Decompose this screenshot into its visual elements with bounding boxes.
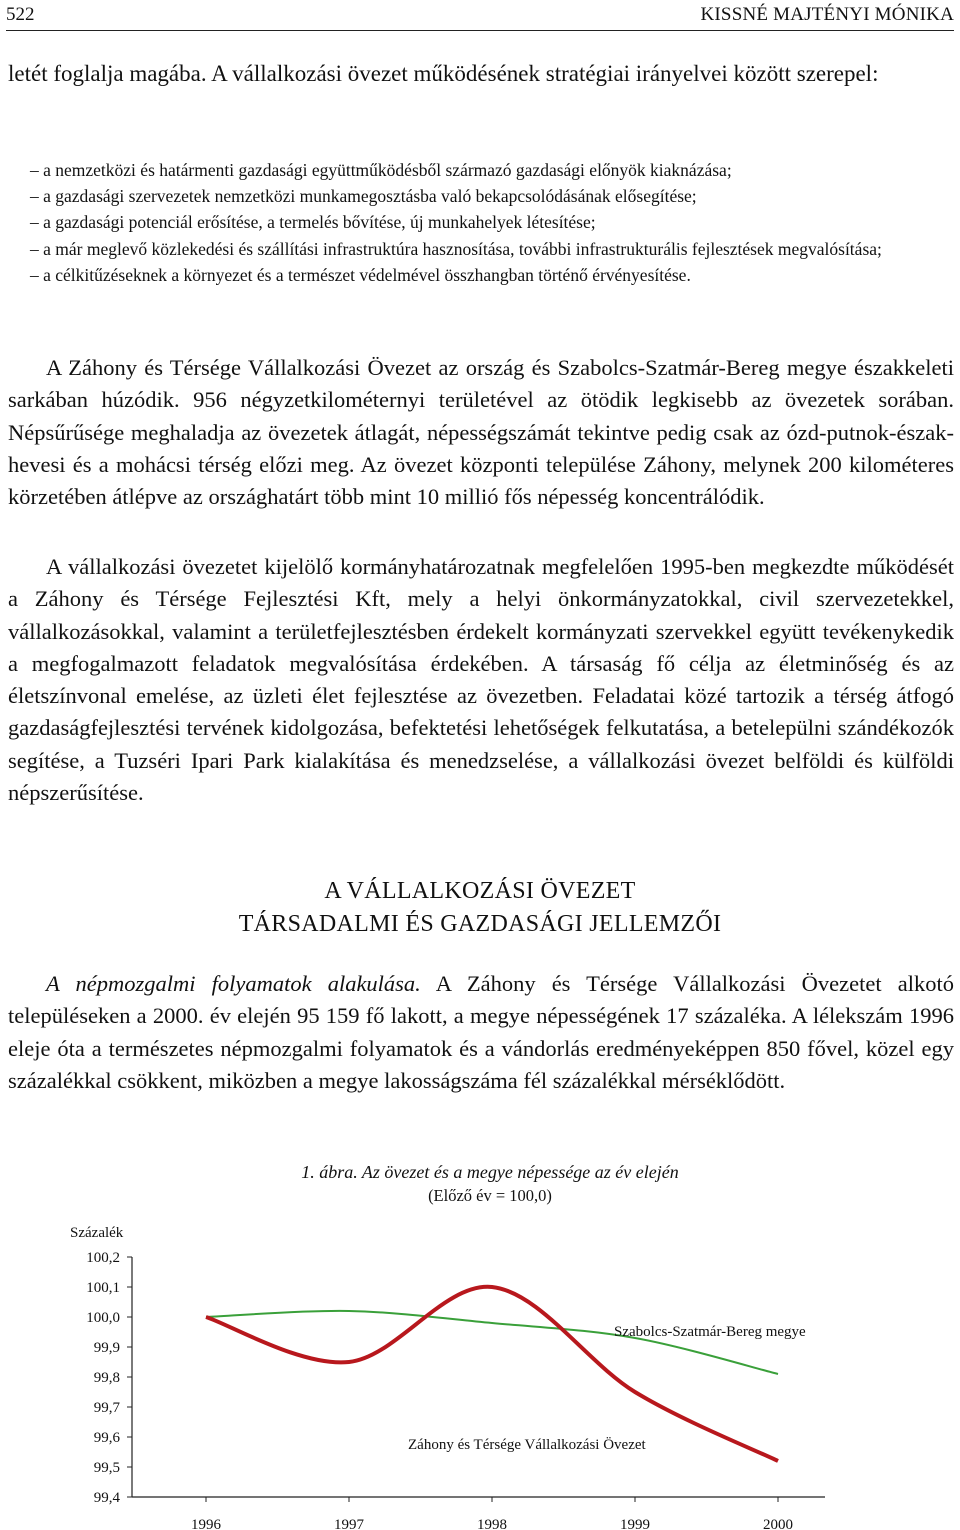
bullet-item: – a célkitűzéseknek a környezet és a természet védelmével összhangban történő érvényesítése.	[8, 262, 954, 288]
bullet-item: – a már meglevő közlekedési és szállítási infrastruktúra hasznosítása, további infrastrukturális fejlesztések megvalósítása;	[8, 236, 954, 262]
running-header	[6, 2, 954, 31]
y-tick-label: 100,1	[86, 1280, 120, 1296]
x-tick-label: 2000	[763, 1517, 793, 1530]
x-axis	[132, 1497, 825, 1530]
x-tick-label: 1997	[334, 1517, 364, 1530]
y-tick-label: 99,5	[93, 1460, 120, 1476]
bullet-list	[8, 157, 954, 288]
series-line	[206, 1311, 778, 1374]
x-tick-label: 1998	[477, 1517, 507, 1530]
paragraph-population	[8, 968, 954, 1097]
running-title: KISSNÉ MAJTÉNYI MÓNIKA	[700, 4, 954, 25]
x-tick-label: 1996	[191, 1517, 221, 1530]
series-group	[206, 1287, 806, 1461]
paragraph-company: A vállalkozási övezetet kijelölő kormányhatározatnak megfelelően 1995-ben megkezdte működését a Záhony és Térsége Fejlesztési Kft, mely a helyi önkormányzatokkal, civil szervezetekkel, vállalkozásokkal, valamint a területfejlesztésben érdekelt kormányzati szervekkel együtt tevékenykedik a megfogalmazott feladatok megvalósítása érdekében. A társaság fő célja az életminőség és az életszínvonal emelése, az üzleti élet fejlesztése az övezetben. Feladatai közé tartozik a térség átfogó gazdaságfejlesztési tervének kidolgozása, befektetési lehetőségek felkutatása, a betelepülni szándékozók segítése, a Tuzséri Ipari Park kialakítása és menedzselése, a vállalkozási övezet belföldi és külföldi népszerűsítése.	[8, 554, 954, 806]
section-heading-line1: A VÁLLALKOZÁSI ÖVEZET	[324, 878, 636, 904]
y-tick-label: 100,2	[86, 1250, 120, 1266]
y-tick-label: 99,9	[93, 1340, 120, 1356]
y-axis-label: Százalék	[70, 1225, 124, 1241]
paragraph-lead: A népmozgalmi folyamatok alakulása.	[46, 971, 421, 996]
population-chart	[0, 1215, 960, 1530]
bullet-item: – a nemzetközi és határmenti gazdasági együttműködésből származó gazdasági előnyök kiaknázása;	[8, 157, 954, 183]
series-label: Szabolcs-Szatmár-Bereg megye	[614, 1324, 806, 1340]
section-heading	[0, 875, 960, 941]
page-number: 522	[6, 4, 35, 25]
y-tick-label: 99,6	[93, 1430, 120, 1446]
x-tick-label: 1999	[620, 1517, 650, 1530]
bullet-item: – a gazdasági szervezetek nemzetközi munkamegosztásba való bekapcsolódásának elősegítése;	[8, 183, 954, 209]
figure-subtitle: (Előző év = 100,0)	[428, 1186, 552, 1205]
section-heading-line2: TÁRSADALMI ÉS GAZDASÁGI JELLEMZŐI	[238, 911, 722, 937]
intro-paragraph: letét foglalja magába. A vállalkozási övezet működésének stratégiai irányelvei között szerepel:	[8, 61, 879, 86]
y-tick-label: 99,7	[93, 1400, 120, 1416]
figure-caption	[230, 1160, 750, 1208]
paragraph-location: A Záhony és Térsége Vállalkozási Övezet az ország és Szabolcs-Szatmár-Bereg megye északkeleti sarkában húzódik. 956 négyzetkilométernyi területével az ötödik legkisebb az övezetek sorában. Népsűrűsége meghaladja az övezetek átlagát, népességszámát tekintve pedig csak az ózd-putnok-észak-hevesi és a mohácsi térség előzi meg. Az övezet központi települése Záhony, melynek 200 kilométeres körzetében átlépve az országhatárt több mint 10 millió fős népesség koncentrálódik.	[8, 355, 954, 510]
y-axis	[86, 1250, 132, 1506]
y-tick-label: 99,8	[93, 1370, 120, 1386]
series-label: Záhony és Térsége Vállalkozási Övezet	[408, 1437, 646, 1453]
bullet-item: – a gazdasági potenciál erősítése, a termelés bővítése, új munkahelyek létesítése;	[8, 209, 954, 235]
y-tick-label: 99,4	[93, 1490, 120, 1506]
y-tick-label: 100,0	[86, 1310, 120, 1326]
paragraph-text: A Záhony és Térsége Vállalkozási Övezetet alkotó településeken a 2000. év elején 95 159 fő lakott, a megye népességének 17 százaléka. A lélekszám 1996 eleje óta a természetes népmozgalmi folyamatok és a vándorlás eredményeképpen 850 fővel, közel egy százalékkal csökkent, miközben a megye lakosságszáma fél százalékkal mérséklődött.	[8, 971, 954, 1093]
figure-title: 1. ábra. Az övezet és a megye népessége az év elején	[301, 1162, 679, 1182]
